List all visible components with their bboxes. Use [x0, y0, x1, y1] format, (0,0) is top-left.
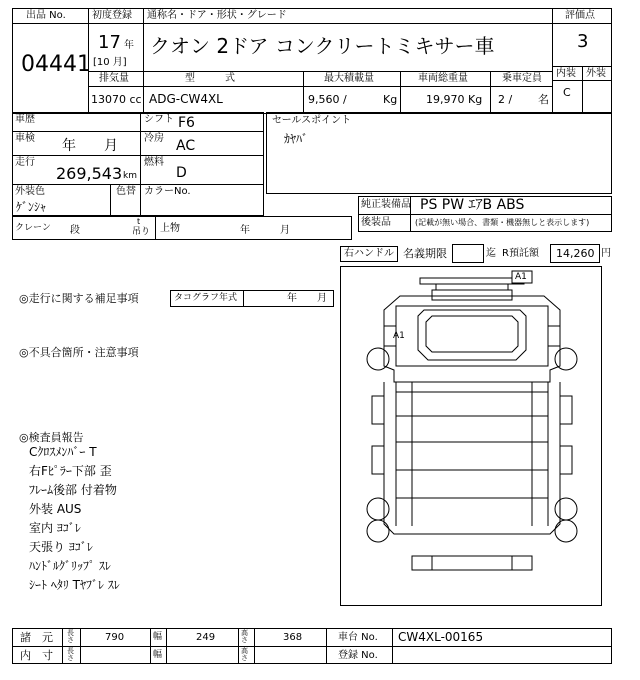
width-value: 249: [196, 632, 216, 643]
r-unit: 円: [601, 248, 611, 259]
driving-heading: ◎走行に関する補足事項: [19, 292, 139, 305]
height-label-2: 高さ: [241, 647, 248, 663]
standard-value: PS PW ｴｱB ABS: [420, 197, 525, 213]
aftermarket-label: 後装品: [361, 217, 391, 228]
model-value: ADG-CW4XL: [149, 92, 223, 106]
name-header: 通称名・ドア・形状・グレード: [147, 10, 287, 21]
capacity-label: 乗車定員: [502, 73, 542, 84]
load-unit: Kg: [383, 93, 398, 106]
crane-t: t: [137, 217, 141, 226]
fuel-label: 燃料: [144, 157, 164, 168]
tacho-value: 年 月: [287, 293, 327, 304]
crane-frame: [12, 216, 352, 240]
upper-value: 年 月: [240, 225, 290, 236]
mileage-label: 走行: [15, 157, 35, 168]
interior-dims-label: 内 寸: [20, 649, 53, 662]
steering-value: 右ハンドル: [344, 248, 394, 259]
first-reg-label: 初度登録: [92, 10, 132, 21]
marker-side: A1: [393, 331, 405, 341]
defect-heading: ◎不具合箇所・注意事項: [19, 346, 139, 359]
list-item: Cｸﾛｽﾒﾝﾊﾞｰ T: [29, 445, 97, 459]
exterior-label: 外装: [586, 68, 606, 79]
list-item: ｼｰﾄ ﾍﾀﾘ Tﾔﾌﾞﾚ ｽﾚ: [29, 578, 120, 592]
ac-value: AC: [176, 138, 196, 154]
model-label: 型 式: [185, 73, 235, 84]
upper-label: 上物: [160, 223, 180, 234]
width-label-2: 幅: [153, 650, 163, 660]
list-item: ﾊﾝﾄﾞﾙｸﾞﾘｯﾌﾟ ｽﾚ: [29, 559, 111, 573]
lot-number: 04441: [21, 52, 91, 77]
inspector-heading: ◎検査員報告: [19, 431, 84, 444]
capacity-unit: 名: [538, 93, 549, 106]
shift-label: シフト: [144, 114, 174, 125]
list-item: 天張り ﾖｺﾞﾚ: [29, 540, 93, 554]
mileage-unit: km: [123, 171, 137, 181]
displacement-label: 排気量: [99, 73, 129, 84]
fuel-value: D: [176, 165, 187, 181]
interior-grade: C: [563, 86, 571, 99]
sales-text: ｶﾔﾊﾞ: [284, 132, 309, 146]
score-value: 3: [577, 31, 589, 52]
name-change-box: [452, 244, 484, 263]
inspection-label: 車検: [15, 133, 35, 144]
length-label-2: 長さ: [67, 647, 74, 663]
lot-label: 出品 No.: [26, 10, 66, 21]
tacho-label: タコグラフ年式: [174, 293, 238, 303]
ext-color-value: ｹﾞﾝｼｬ: [16, 200, 47, 214]
dims-label: 諸 元: [20, 631, 53, 644]
load-label: 最大積載量: [324, 73, 374, 84]
standard-label: 純正装備品: [361, 199, 411, 210]
mileage-value: 269,543: [56, 164, 123, 183]
height-value: 368: [283, 632, 303, 643]
reg-month: [10 月]: [93, 57, 127, 68]
list-item: 室内 ﾖｺﾞﾚ: [29, 521, 81, 535]
color-no-label: カラーNo.: [144, 186, 191, 197]
crane-lift: 吊り: [132, 227, 151, 237]
inspection-value: 年 月: [62, 138, 118, 154]
list-item: ﾌﾚｰﾑ後部 付着物: [29, 483, 117, 497]
color-change-label: 色替: [116, 186, 136, 197]
crane-label: クレーン: [15, 223, 51, 233]
sales-label: セールスポイント: [272, 115, 352, 126]
shift-value: F6: [178, 115, 195, 131]
ac-label: 冷房: [144, 133, 164, 144]
load-value: 9,560 /: [308, 93, 347, 106]
score-label: 評価点: [565, 10, 595, 21]
name-change-label: 名義期限: [403, 247, 447, 260]
aftermarket-note: (記載が無い場合、書類・機器無しと表示します): [415, 218, 590, 227]
crane-stage: 段: [70, 225, 80, 236]
reg-label: 登録 No.: [338, 650, 378, 661]
gross-value: 19,970 Kg: [426, 93, 483, 106]
marker-top: A1: [515, 272, 527, 282]
interior-label: 内装: [556, 68, 576, 79]
truck-diagram: [340, 266, 602, 606]
reg-year: 17: [98, 32, 121, 53]
ext-color-label: 外装色: [15, 186, 45, 197]
r-prefix: 迄: [486, 248, 496, 259]
r-value: 14,260: [556, 247, 595, 260]
chassis-label: 車台 No.: [338, 632, 378, 643]
list-item: 右Fﾋﾟﾗｰ下部 歪: [29, 464, 112, 478]
length-label: 長さ: [67, 629, 74, 645]
reg-year-unit: 年: [124, 40, 134, 51]
history-label: 車歴: [15, 114, 35, 125]
length-value: 790: [105, 632, 125, 643]
r-label: R預託額: [502, 248, 539, 259]
chassis-value: CW4XL-00165: [398, 630, 484, 644]
gross-label: 車両総重量: [418, 73, 468, 84]
capacity-value: 2 /: [498, 93, 513, 106]
details-frame: [12, 112, 264, 216]
vehicle-name: クオン 2ドア コンクリートミキサー車: [150, 34, 495, 58]
displacement-value: 13070 cc: [91, 93, 142, 106]
width-label: 幅: [153, 632, 163, 642]
list-item: 外装 AUS: [29, 502, 82, 516]
height-label: 高さ: [241, 629, 248, 645]
